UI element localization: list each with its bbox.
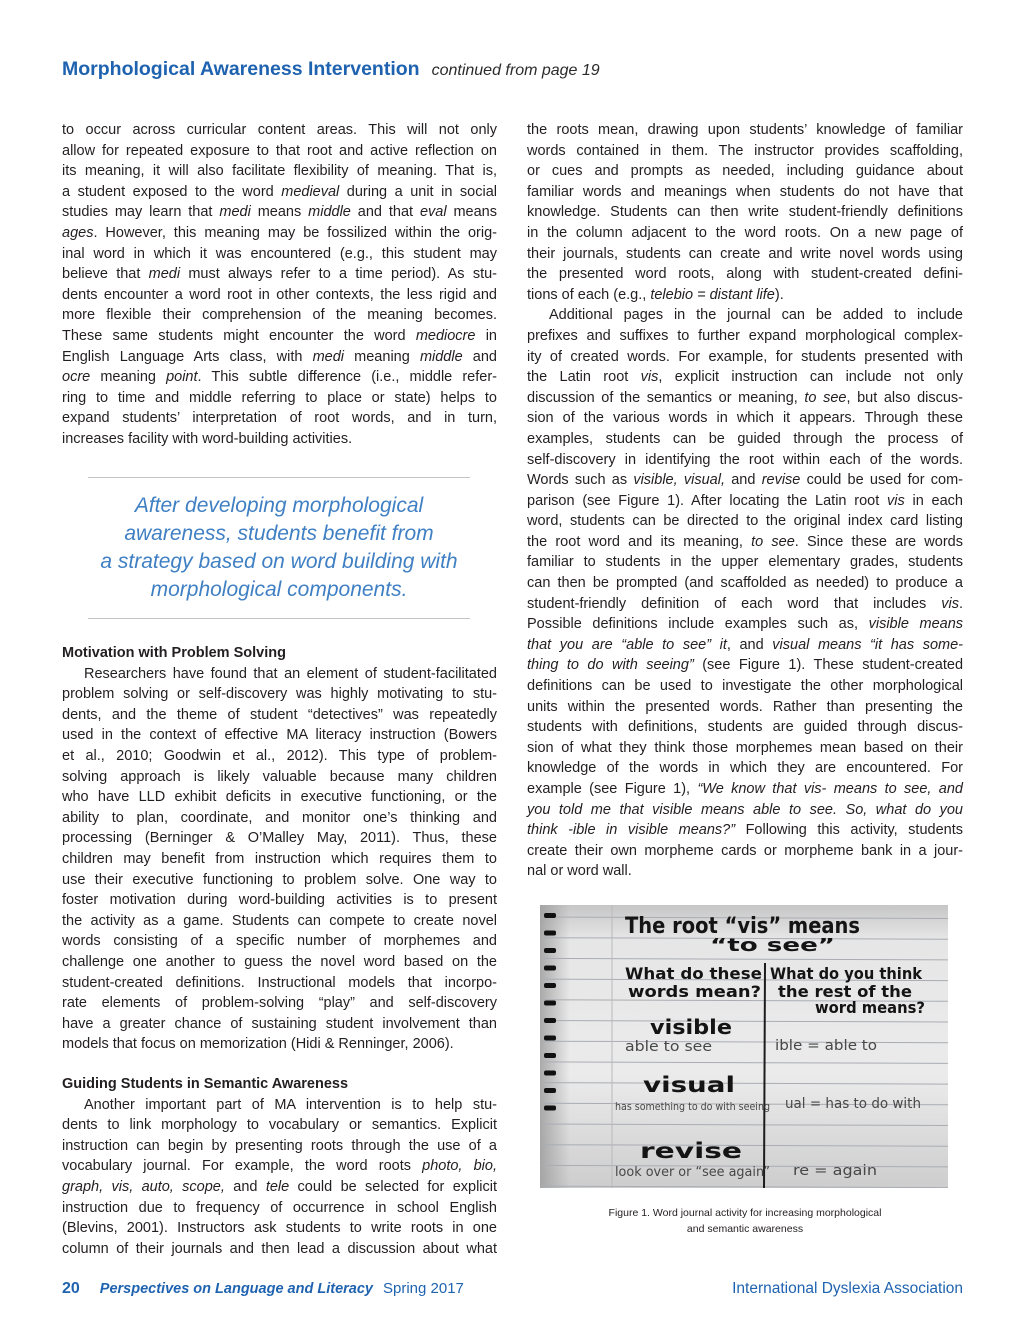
text-line — [527, 532, 963, 553]
line-text: in the column adjacent to the word roots. On a new page of — [527, 224, 963, 241]
text-line — [527, 676, 963, 697]
pull-quote-line: After developing morphological — [134, 494, 424, 517]
text-run: and — [462, 348, 497, 365]
line-text: instruction can begin by presenting roots through the use of a — [62, 1137, 497, 1154]
italic-term: vis — [941, 595, 959, 612]
text-run: (see Figure 1). These student-created — [693, 657, 964, 674]
binding-hole — [544, 1106, 556, 1111]
line-text: create their own morpheme cards or morpheme bank in a jour- — [527, 842, 963, 859]
text-run: and that — [350, 204, 420, 221]
line-text: the roots mean, drawing upon students’ knowledge of familiar — [527, 122, 963, 138]
line-text: sion of what they think those morphemes mean based on their — [527, 739, 963, 756]
paragraph — [62, 664, 497, 1055]
text-run: vocabulary journal. For example, the word roots — [62, 1158, 423, 1175]
binding-hole — [544, 1018, 556, 1023]
text-line — [62, 931, 497, 952]
notebook-title: The root “vis” means — [625, 914, 860, 939]
column-header-1: What do these — [625, 964, 763, 983]
text-line — [62, 725, 497, 746]
line-text — [527, 802, 963, 818]
text-run: . However, this meaning may be fossilized within the orig- — [93, 224, 497, 241]
line-text: familiar to students in the upper elementary grades, students — [527, 554, 963, 571]
italic-term: tele — [265, 1178, 290, 1195]
line-text — [527, 822, 963, 838]
text-line — [62, 182, 497, 203]
text-line — [62, 202, 497, 223]
line-text — [527, 616, 963, 632]
text-line — [62, 1115, 497, 1136]
text-line — [62, 705, 497, 726]
line-text: increases facility with word-building activities. — [62, 430, 353, 447]
paragraph — [527, 120, 963, 305]
pull-quote-text — [88, 492, 470, 604]
line-text: Additional pages in the journal can be added to include — [549, 307, 963, 324]
text-line — [62, 1156, 497, 1177]
line-text: dents to link morphology to vocabulary or semantics. Explicit — [62, 1117, 497, 1134]
text-run: example (see Figure 1), — [527, 781, 698, 797]
text-line — [527, 861, 963, 882]
line-text — [62, 204, 497, 220]
italic-term: medi — [219, 204, 251, 221]
text-line — [527, 635, 963, 656]
line-text: the activity as a game. Students can compete to create novel — [62, 912, 497, 929]
text-line — [62, 285, 497, 306]
text-run: believe that — [62, 266, 149, 283]
line-text — [62, 349, 497, 365]
line-text: their journals, students can create and write novel words using — [527, 245, 963, 262]
section-heading: Guiding Students in Semantic Awareness — [62, 1076, 349, 1092]
binding-hole — [544, 1001, 556, 1006]
italic-term: graph, vis, auto, scope, — [62, 1178, 225, 1195]
paper-edge-shadow — [540, 905, 570, 1188]
text-line — [62, 767, 497, 788]
text-line — [62, 746, 497, 767]
line-text: inal word in which it was encountered (e.g., this student may — [62, 245, 497, 262]
text-line — [62, 808, 497, 829]
text-line — [527, 450, 963, 471]
line-text: column of their journals and then lead a discussion about what — [62, 1240, 497, 1257]
italic-term: medi — [312, 348, 345, 365]
text-run: Following this activity, students — [735, 822, 963, 839]
line-text: words contained in them. The instructor provides scaffolding, — [527, 142, 963, 159]
paragraph — [62, 120, 497, 450]
line-text: Researchers have found that an element of student-facilitated — [84, 665, 497, 682]
right-column-body — [527, 120, 963, 882]
italic-term: point — [166, 369, 198, 386]
text-run: . Since these are words — [794, 533, 963, 550]
line-text: units within the presented words. Rather than presenting the — [527, 698, 963, 715]
line-text — [527, 287, 784, 303]
italic-term: middle — [308, 204, 351, 221]
italic-term: ages — [62, 224, 94, 241]
text-line — [62, 408, 497, 429]
text-line — [62, 347, 497, 368]
notebook-title-meaning: “to see” — [710, 935, 835, 956]
text-run: Words such as — [527, 472, 634, 489]
text-run: meaning — [344, 348, 420, 365]
italic-term: ocre — [62, 369, 91, 386]
line-text: examples, students can be guided through the process of — [527, 430, 963, 447]
journal-morpheme: re = again — [793, 1163, 877, 1179]
text-line — [62, 849, 497, 870]
text-line — [527, 429, 963, 450]
pull-quote — [88, 477, 470, 619]
line-text: knowledge. Students can then write student-friendly definitions — [527, 204, 963, 221]
line-text: rate elements of problem-solving “play” and self-discovery — [62, 995, 497, 1012]
line-text — [527, 657, 963, 673]
text-line — [527, 305, 963, 326]
line-text — [62, 1158, 497, 1174]
line-text: used in the context of effective MA literacy instruction (Bowers — [62, 727, 497, 744]
italic-term: medieval — [281, 183, 340, 200]
line-text: ring to time and middle referring to place or state) helps to — [62, 389, 497, 406]
line-text: word, students can be directed to the original index card listing — [527, 513, 963, 530]
line-text — [527, 596, 963, 612]
text-line — [62, 952, 497, 973]
column-header-2: What do you think — [770, 964, 923, 983]
text-line — [62, 305, 497, 326]
text-line — [527, 573, 963, 594]
text-line — [62, 1239, 497, 1260]
line-text: can then be prompted (and scaffolded as needed) to produce a — [527, 575, 963, 592]
text-line — [62, 993, 497, 1014]
binding-hole — [544, 948, 556, 953]
line-text: solving approach is likely valuable because many children — [62, 768, 497, 785]
text-line — [62, 911, 497, 932]
text-line — [527, 326, 963, 347]
text-line — [527, 491, 963, 512]
section-motivation — [62, 643, 497, 1055]
text-run: . This subtle difference (i.e., middle refer- — [197, 369, 497, 386]
intro-body — [62, 120, 497, 450]
text-line — [527, 223, 963, 244]
italic-term: to see — [804, 389, 847, 406]
italic-term: visual means “it has some- — [772, 636, 963, 653]
text-line — [62, 828, 497, 849]
line-text: foster motivation during word-building activities is to present — [62, 892, 497, 909]
text-line — [62, 1177, 497, 1198]
notebook-drawing — [540, 905, 948, 1188]
line-text — [62, 266, 497, 282]
line-text: challenge one another to guess the novel word based on the — [62, 953, 497, 970]
line-text — [62, 369, 497, 385]
column-divider — [764, 963, 765, 1188]
line-text: nal or word wall. — [527, 863, 632, 880]
text-line — [62, 264, 497, 285]
text-run: the Latin root — [527, 369, 641, 386]
journal-word: visual — [643, 1073, 735, 1097]
text-line — [527, 141, 963, 162]
binding-hole — [544, 1071, 556, 1076]
left-column-intro — [62, 120, 497, 450]
italic-term: vis — [887, 492, 905, 509]
section-semantic — [62, 1074, 497, 1259]
line-text — [62, 225, 497, 241]
text-line — [62, 1095, 497, 1116]
line-text: (Blevins, 2001). Instructors ask students to write roots in one — [62, 1220, 497, 1237]
italic-term: middle — [419, 348, 463, 365]
italic-term: medi — [148, 266, 181, 283]
text-run: studies may learn that — [62, 204, 220, 221]
italic-term: eval — [419, 204, 447, 221]
text-line — [527, 347, 963, 368]
binding-hole — [544, 931, 556, 936]
line-text — [527, 637, 963, 653]
text-line — [527, 511, 963, 532]
journal-issue: Spring 2017 — [382, 1280, 464, 1297]
article-title: Morphological Awareness Intervention — [62, 58, 420, 80]
journal-definition: look over or “see again” — [615, 1165, 770, 1180]
text-run: student-friendly definition of each word that includes — [527, 595, 942, 612]
text-line — [62, 1198, 497, 1219]
text-line — [62, 973, 497, 994]
text-run: , but also discus- — [846, 389, 963, 406]
text-run: during a unit in social — [339, 183, 497, 200]
section-heading: Motivation with Problem Solving — [62, 645, 286, 661]
text-line — [62, 161, 497, 182]
pull-quote-line: morphological components. — [150, 578, 408, 601]
line-text — [527, 472, 963, 488]
binding-hole — [544, 983, 556, 988]
line-text: use their executive functioning to problem solve. One way to — [62, 871, 497, 888]
italic-term: visible, visual, — [633, 472, 725, 489]
text-run: ). — [774, 286, 784, 303]
page-footer — [62, 1280, 464, 1298]
line-text — [527, 781, 963, 797]
journal-word: visible — [650, 1015, 732, 1039]
line-text: self-discovery in identifying the root within each of the words. — [527, 451, 963, 468]
caption-line: Figure 1. Word journal activity for increasing morphological — [608, 1207, 882, 1219]
italic-term: “We know that vis- means to see, and — [697, 781, 963, 797]
journal-morpheme: ible = able to — [775, 1038, 877, 1054]
line-text: dents encounter a word root in other contexts, the less rigid and — [62, 286, 497, 303]
text-run: , explicit instruction can include not only — [658, 369, 963, 386]
italic-term: telebio = distant life — [650, 286, 775, 303]
italic-term: thing to do with seeing” — [527, 657, 694, 674]
line-text: Another important part of MA intervention is to help stu- — [84, 1096, 497, 1113]
text-line — [527, 367, 963, 388]
text-run: meaning — [90, 369, 167, 386]
italic-term: revise — [761, 472, 801, 489]
text-line — [62, 367, 497, 388]
text-line — [527, 120, 963, 141]
text-line — [62, 223, 497, 244]
line-text: ity of created words. For example, for students presented with — [527, 348, 963, 365]
text-line — [62, 870, 497, 891]
text-run: could be used for com- — [800, 472, 963, 489]
line-text: or cues and prompts as needed, including guidance about — [527, 163, 963, 180]
text-line — [527, 655, 963, 676]
text-run: in — [475, 327, 497, 344]
text-run: parison (see Figure 1). After locating the Latin root — [527, 492, 887, 509]
line-text: problem solving or self-discovery was highly motivating to stu- — [62, 686, 497, 703]
text-run: means — [250, 204, 309, 221]
italic-term: mediocre — [415, 327, 476, 344]
text-run: . — [958, 595, 963, 612]
text-line — [527, 697, 963, 718]
continued-note: continued from page 19 — [431, 62, 600, 79]
column-header-2: the rest of the — [778, 982, 913, 1001]
line-text: instruction due to frequency of occurrence in school English — [62, 1199, 497, 1216]
text-run: English Language Arts class, with — [62, 348, 313, 365]
line-text — [62, 328, 497, 344]
text-run: and — [224, 1178, 266, 1195]
line-text — [62, 184, 497, 200]
text-line — [62, 388, 497, 409]
line-text: have a greater chance of sustaining student involvement than — [62, 1015, 497, 1032]
line-text — [527, 534, 963, 550]
line-text — [527, 390, 963, 406]
line-text: prefixes and suffixes to further expand morphological complex- — [527, 327, 963, 344]
caption-line: and semantic awareness — [686, 1223, 804, 1235]
line-text: words consisting of a specific number of morphemes and — [62, 933, 497, 950]
line-text: allow for repeated exposure to that root and active reflection on — [62, 142, 497, 159]
text-line — [527, 182, 963, 203]
text-line — [62, 664, 497, 685]
text-line — [527, 841, 963, 862]
italic-term: think -ible in visible means?” — [527, 822, 736, 839]
line-text — [527, 369, 963, 385]
running-header — [62, 55, 600, 83]
paragraph — [527, 305, 963, 882]
text-line — [62, 890, 497, 911]
italic-term: that you are “able to see” it — [527, 636, 727, 653]
line-text: models that focus on memorization (Hidi & Renninger, 2006). — [62, 1036, 454, 1053]
text-line — [527, 388, 963, 409]
text-line — [62, 326, 497, 347]
section-body — [62, 1095, 497, 1260]
text-line — [62, 1218, 497, 1239]
text-run: a student exposed to the word — [62, 183, 282, 200]
pull-quote-line: a strategy based on word building with — [100, 550, 458, 573]
text-line — [62, 684, 497, 705]
line-text: knowledge of the words in which they are encountered. For — [527, 760, 963, 777]
italic-term: photo, bio, — [422, 1158, 497, 1175]
italic-term: you told me that visible means able to see. So, what do you — [527, 801, 963, 818]
line-text: students with definitions, students are guided through discus- — [527, 719, 963, 736]
line-text: more flexible their comprehension of the meaning becomes. — [62, 307, 497, 324]
text-run: must always refer to a time period). As stu- — [180, 266, 497, 283]
line-text: student-created definitions. Instructional models that incorpo- — [62, 974, 497, 991]
pull-quote-line: awareness, students benefit from — [124, 522, 434, 545]
text-line — [527, 594, 963, 615]
text-run: means — [446, 204, 497, 221]
text-line — [527, 779, 963, 800]
italic-term: to see — [751, 533, 795, 550]
figure-notebook-photo — [540, 905, 948, 1188]
text-line — [527, 738, 963, 759]
binding-hole — [544, 966, 556, 971]
publisher-name: International Dyslexia Association — [732, 1280, 963, 1297]
binding-hole — [544, 913, 556, 918]
text-line — [62, 120, 497, 141]
paragraph — [62, 1095, 497, 1260]
line-text: sion of the various words in which it appears. Through these — [527, 410, 963, 427]
page-number: 20 — [62, 1280, 80, 1297]
text-line — [527, 244, 963, 265]
line-text: its meaning, it will also facilitate flexibility of meaning. That is, — [62, 163, 497, 180]
text-line — [527, 800, 963, 821]
text-line — [527, 820, 963, 841]
journal-definition: has something to do with seeing — [615, 1100, 770, 1113]
text-run: tions of each (e.g., — [527, 286, 651, 303]
text-line — [527, 202, 963, 223]
text-line — [62, 787, 497, 808]
line-text: children may benefit from instruction which requires them to — [62, 850, 497, 867]
text-line — [527, 285, 963, 306]
journal-word: revise — [640, 1139, 742, 1163]
line-text — [527, 493, 963, 509]
journal-definition: able to see — [625, 1039, 712, 1055]
line-text: familiar words and meanings when students do not have that — [527, 183, 963, 200]
binding-hole — [544, 1088, 556, 1093]
journal-morpheme: ual = has to do with — [785, 1096, 921, 1112]
line-text: dents, and the theme of student “detectives” was repeatedly — [62, 706, 497, 723]
line-text: the presented word roots, along with student-created defini- — [527, 266, 963, 283]
line-text: expand students’ interpretation of root words, and in turn, — [62, 410, 497, 427]
line-text: et al., 2010; Goodwin et al., 2012). This type of problem- — [62, 747, 497, 764]
binding-hole — [544, 1036, 556, 1041]
text-line — [527, 552, 963, 573]
text-line — [62, 1136, 497, 1157]
text-line — [527, 408, 963, 429]
italic-term: visible means — [868, 616, 964, 633]
text-run: , and — [726, 636, 773, 653]
line-text: who have LLD exhibit deficits in executive functioning, or the — [62, 789, 497, 806]
line-text: definitions can be used to investigate the other morphological — [527, 678, 963, 695]
binding-hole — [544, 1053, 556, 1058]
figure-caption — [540, 1205, 950, 1237]
text-run: the root word and its meaning, — [527, 533, 752, 550]
text-line — [62, 1014, 497, 1035]
text-run: and — [725, 472, 762, 489]
right-column — [527, 120, 963, 882]
text-line — [527, 614, 963, 635]
text-line — [62, 429, 497, 450]
text-line — [62, 244, 497, 265]
column-header-1: words mean? — [628, 982, 761, 1001]
journal-name: Perspectives on Language and Literacy — [99, 1281, 373, 1297]
section-body — [62, 664, 497, 1055]
text-line — [527, 264, 963, 285]
text-run: These same students might encounter the word — [62, 327, 416, 344]
column-header-2: word means? — [815, 998, 925, 1017]
line-text: ability to plan, coordinate, and monitor one’s thinking and — [62, 809, 497, 826]
line-text: processing (Berninger & O’Malley May, 2011). Thus, these — [62, 830, 497, 847]
text-line — [527, 758, 963, 779]
line-text — [62, 1179, 497, 1195]
text-run: in each — [904, 492, 963, 509]
text-line — [527, 717, 963, 738]
line-text: to occur across curricular content areas. This will not only — [62, 122, 497, 138]
text-run: could be selected for explicit — [289, 1178, 498, 1195]
italic-term: vis — [640, 369, 659, 386]
text-line — [527, 161, 963, 182]
text-line — [527, 470, 963, 491]
text-run: Possible definitions include examples such as, — [527, 616, 869, 633]
text-run: discussion of the semantics or meaning, — [527, 389, 805, 406]
text-line — [62, 1034, 497, 1055]
text-line — [62, 141, 497, 162]
